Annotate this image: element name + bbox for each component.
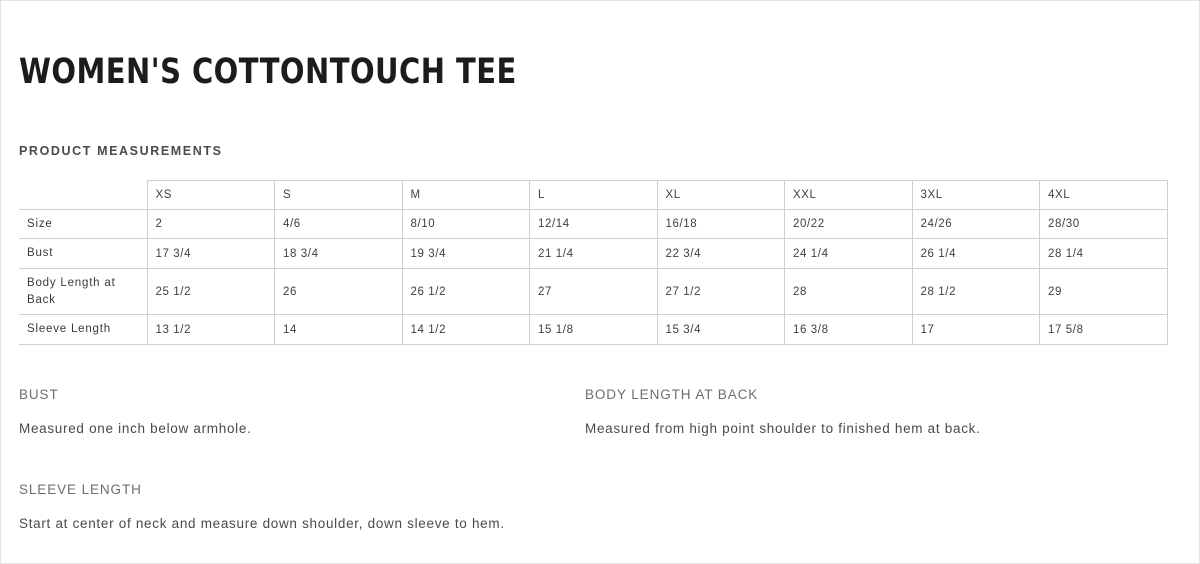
- cell-sleeve-length-xl: 15 3/4: [657, 315, 785, 345]
- cell-sleeve-length-m: 14 1/2: [402, 315, 530, 345]
- note-title-sleeve-length: SLEEVE LENGTH: [19, 482, 142, 498]
- cell-bust-m: 19 3/4: [402, 239, 530, 269]
- cell-bust-3xl: 26 1/4: [912, 239, 1040, 269]
- cell-sleeve-length-4xl: 17 5/8: [1040, 315, 1168, 345]
- cell-size-3xl: 24/26: [912, 209, 1040, 239]
- cell-body-length-xs: 25 1/2: [147, 268, 275, 314]
- note-body-bust: Measured one inch below armhole.: [19, 420, 252, 436]
- cell-sleeve-length-xs: 13 1/2: [147, 315, 275, 345]
- cell-bust-l: 21 1/4: [530, 239, 658, 269]
- cell-sleeve-length-l: 15 1/8: [530, 315, 658, 345]
- page-title: WOMEN'S COTTONTOUCH TEE: [19, 52, 517, 92]
- cell-bust-xs: 17 3/4: [147, 239, 275, 269]
- table-row: [19, 315, 1167, 345]
- cell-body-length-s: 26: [275, 268, 403, 314]
- table-row: [19, 268, 1167, 314]
- column-header-3xl: 3XL: [912, 180, 1040, 209]
- column-header-xl: XL: [657, 180, 785, 209]
- note-title-bust: BUST: [19, 386, 59, 402]
- cell-size-xs: 2: [147, 209, 275, 239]
- table-head: [19, 180, 1167, 209]
- row-label-body-length-at-back: Body Length at Back: [19, 268, 147, 314]
- note-body-length-at-back: [585, 387, 1151, 442]
- cell-body-length-xl: 27 1/2: [657, 268, 785, 314]
- cell-body-length-4xl: 29: [1040, 268, 1168, 314]
- cell-size-xl: 16/18: [657, 209, 785, 239]
- table-row: [19, 239, 1167, 269]
- cell-body-length-3xl: 28 1/2: [912, 268, 1040, 314]
- cell-sleeve-length-3xl: 17: [912, 315, 1040, 345]
- row-label-sleeve-length: Sleeve Length: [19, 315, 147, 345]
- cell-body-length-m: 26 1/2: [402, 268, 530, 314]
- cell-size-s: 4/6: [275, 209, 403, 239]
- cell-bust-s: 18 3/4: [275, 239, 403, 269]
- column-header-l: L: [530, 180, 658, 209]
- cell-sleeve-length-xxl: 16 3/8: [785, 315, 913, 345]
- column-header-4xl: 4XL: [1040, 180, 1168, 209]
- note-body-sleeve-length: Start at center of neck and measure down shoulder, down sleeve to hem.: [19, 516, 505, 532]
- cell-size-l: 12/14: [530, 209, 658, 239]
- cell-size-m: 8/10: [402, 209, 530, 239]
- row-label-bust: Bust: [19, 239, 147, 269]
- cell-body-length-xxl: 28: [785, 268, 913, 314]
- note-sleeve-length: [19, 482, 585, 537]
- note-title-body-length-at-back: BODY LENGTH AT BACK: [585, 386, 759, 402]
- measurement-notes: [19, 387, 1169, 538]
- column-header-xxl: XXL: [785, 180, 913, 209]
- cell-sleeve-length-s: 14: [275, 315, 403, 345]
- cell-size-4xl: 28/30: [1040, 209, 1168, 239]
- table-corner-cell: [19, 180, 147, 209]
- page-content: [1, 1, 1199, 537]
- table-header-row: [19, 180, 1167, 209]
- table-body: [19, 209, 1167, 344]
- column-header-xs: XS: [147, 180, 275, 209]
- cell-bust-xl: 22 3/4: [657, 239, 785, 269]
- column-header-m: M: [402, 180, 530, 209]
- cell-body-length-l: 27: [530, 268, 658, 314]
- cell-size-xxl: 20/22: [785, 209, 913, 239]
- row-label-size: Size: [19, 209, 147, 239]
- column-header-s: S: [275, 180, 403, 209]
- measurements-table: [19, 180, 1168, 345]
- section-label-product-measurements: PRODUCT MEASUREMENTS: [19, 143, 223, 158]
- cell-bust-4xl: 28 1/4: [1040, 239, 1168, 269]
- cell-bust-xxl: 24 1/4: [785, 239, 913, 269]
- note-bust: [19, 387, 585, 442]
- table-row: [19, 209, 1167, 239]
- note-body-body-length-at-back: Measured from high point shoulder to finished hem at back.: [585, 420, 981, 436]
